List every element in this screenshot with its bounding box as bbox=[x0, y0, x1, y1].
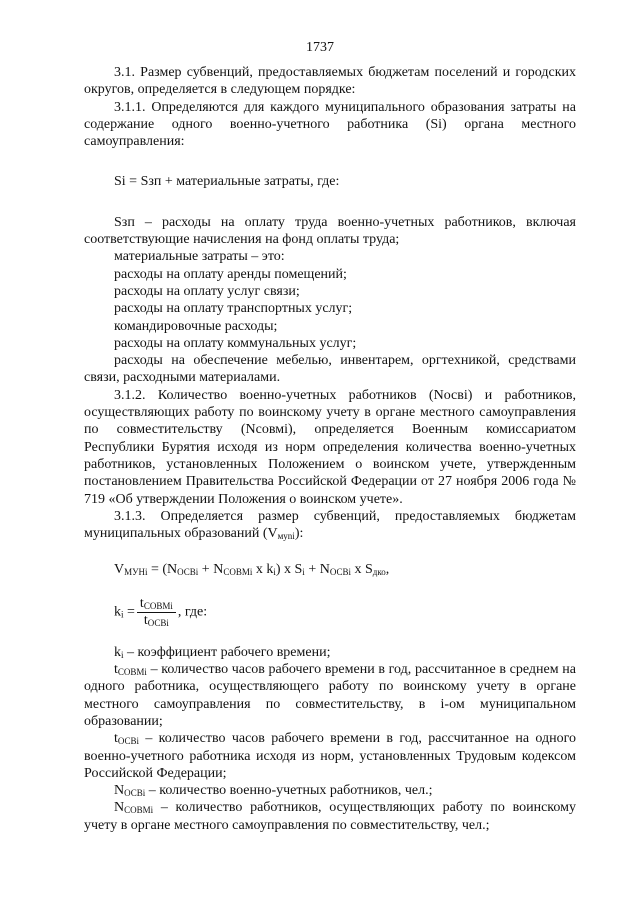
formula-k: $k_i$ = $\frac{t_{СОВМi}}{t_{ОСВi}}$ , где: bbox=[114, 595, 208, 628]
definition-t-covm: $t_{СОВМi}$ – количество часов рабочего времени в год, рассчитанное в среднем на одного работника, осуществляющего работу по воинскому учету в органе местного самоуправления по совместительству, в i-ом муниципальном образовании; bbox=[84, 662, 576, 729]
fraction: $\frac{t_{СОВМi}}{t_{ОСВi}}$ bbox=[137, 597, 176, 628]
list-item: расходы на оплату услуг связи; bbox=[114, 283, 300, 299]
paragraph-3-1-2: 3.1.2. Количество военно-учетных работников (Nосвi) и работников, осуществляющих работу по воинскому учету в органе местного самоуправления по совместительству (Nсовмi), определяется Военным комиссариатом Республики Бурятия исходя из норм определения количества военно-учетных работников, установленных Положением о воинском учете, утвержденным постановлением Правительства Российской Федерации от 27 ноября 2006 года № 719 «Об утверждении Положения о воинском учете». bbox=[84, 387, 576, 507]
definition-n-covm: $N_{СОВМi}$ – количество работников, осуществляющих работу по воинскому учету в органе местного самоуправления по совместительству, чел.; bbox=[84, 800, 576, 833]
paragraph-3-1: 3.1. Размер субвенций, предоставляемых бюджетам поселений и городских округов, определяется в следующем порядке: bbox=[84, 65, 576, 98]
paragraph-3-1-1: 3.1.1. Определяются для каждого муниципального образования затраты на содержание одного военно-учетного работника (Si) органа местного самоуправления: bbox=[84, 99, 576, 150]
list-item: командировочные расходы; bbox=[114, 318, 278, 334]
definition-n-osv: $N_{ОСВi}$ – количество военно-учетных работников, чел.; bbox=[114, 783, 433, 799]
paragraph-3-1-3: 3.1.3. Определяется размер субвенций, предоставляемых бюджетам муниципальных образований $(V_{муni})$: bbox=[84, 508, 576, 542]
formula-si: Si = Sзп + материальные затраты, где: bbox=[114, 174, 340, 190]
list-item: расходы на оплату транспортных услуг; bbox=[114, 301, 353, 317]
definition-t-osv: $t_{ОСВi}$ – количество часов рабочего времени в год, рассчитанное на одного военно-учетного работника исходя из норм, установленных Трудовым кодексом Российской Федерации; bbox=[84, 731, 576, 781]
paragraph-furniture: расходы на обеспечение мебелью, инвентарем, оргтехникой, средствами связи, расходными материалами. bbox=[84, 353, 576, 386]
formula-v: $V_{МУНi} = (N_{ОСВi} + N_{СОВМi}$ x $k_i$) x $S_i + N_{ОСВi}$ x $S_{дко}$, bbox=[114, 562, 390, 578]
page-number: 1737 bbox=[306, 40, 334, 55]
definition-k: $k_i$ – коэффициент рабочего времени; bbox=[114, 644, 331, 660]
list-item: материальные затраты – это: bbox=[114, 249, 285, 265]
list-item: расходы на оплату аренды помещений; bbox=[114, 266, 347, 282]
list-item: расходы на оплату коммунальных услуг; bbox=[114, 335, 357, 351]
page-body bbox=[84, 64, 576, 834]
paragraph-szp-definition: Sзп – расходы на оплату труда военно-учетных работников, включая соответствующие начисления на фонд оплаты труда; bbox=[84, 214, 576, 248]
